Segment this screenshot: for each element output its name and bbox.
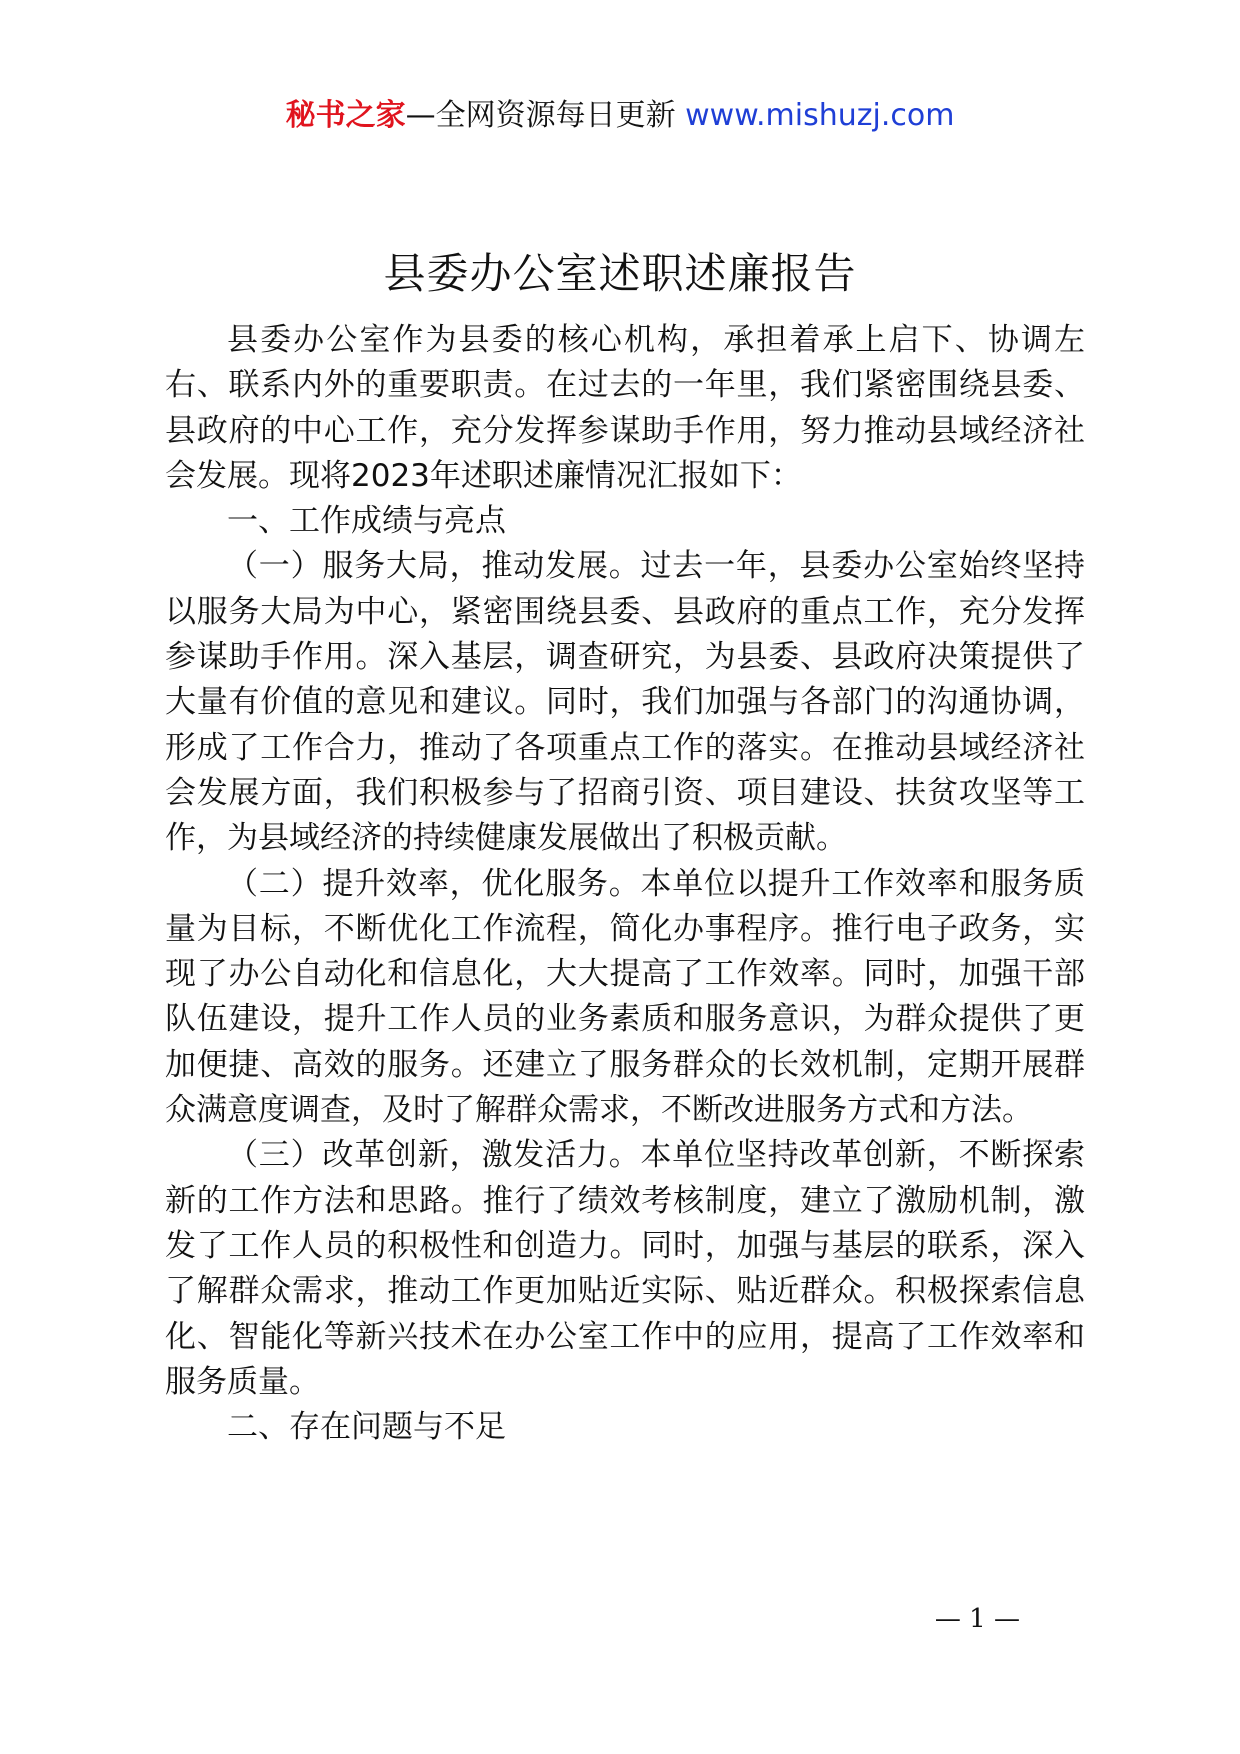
paragraph-serve-overall: （一）服务大局，推动发展。过去一年，县委办公室始终坚持以服务大局为中心，紧密围绕县委、县政府的重点工作，充分发挥参谋助手作用。深入基层，调查研究，为县委、县政府决策提供了大量有价值的意见和建议。同时，我们加强与各部门的沟通协调，形成了工作合力，推动了各项重点工作的落实。在推动县域经济社会发展方面，我们积极参与了招商引资、项目建设、扶贫攻坚等工作，为县域经济的持续健康发展做出了积极贡献。 — [165, 548, 1085, 857]
document-body — [165, 318, 1085, 1450]
page-number: — 1 — — [934, 1604, 1020, 1634]
paragraph-reform-innovation: （三）改革创新，激发活力。本单位坚持改革创新，不断探索新的工作方法和思路。推行了绩效考核制度，建立了激励机制，激发了工作人员的积极性和创造力。同时，加强与基层的联系，深入了解群众需求，推动工作更加贴近实际、贴近群众。积极探索信息化、智能化等新兴技术在办公室工作中的应用，提高了工作效率和服务质量。 — [165, 1137, 1085, 1400]
paragraph-improve-efficiency: （二）提升效率，优化服务。本单位以提升工作效率和服务质量为目标，不断优化工作流程，简化办事程序。推行电子政务，实现了办公自动化和信息化，大大提高了工作效率。同时，加强干部队伍建设，提升工作人员的业务素质和服务意识，为群众提供了更加便捷、高效的服务。还建立了服务群众的长效机制，定期开展群众满意度调查，及时了解群众需求，不断改进服务方式和方法。 — [165, 865, 1085, 1129]
brand-name: 秘书之家 — [285, 98, 406, 133]
header-tagline: —全网资源每日更新 — [405, 98, 686, 133]
intro-paragraph: 县委办公室作为县委的核心机构，承担着承上启下、协调左右、联系内外的重要职责。在过去的一年里，我们紧密围绕县委、县政府的中心工作，充分发挥参谋助手作用，努力推动县域经济社会发展。现将2023年述职述廉情况汇报如下： — [165, 322, 1085, 494]
document-title: 县委办公室述职述廉报告 — [383, 249, 857, 298]
site-header — [0, 96, 1240, 136]
section-heading-problems: 二、存在问题与不足 — [227, 1409, 506, 1446]
site-url[interactable]: www.mishuzj.com — [685, 98, 955, 133]
section-heading-achievements: 一、工作成绩与亮点 — [227, 503, 506, 540]
